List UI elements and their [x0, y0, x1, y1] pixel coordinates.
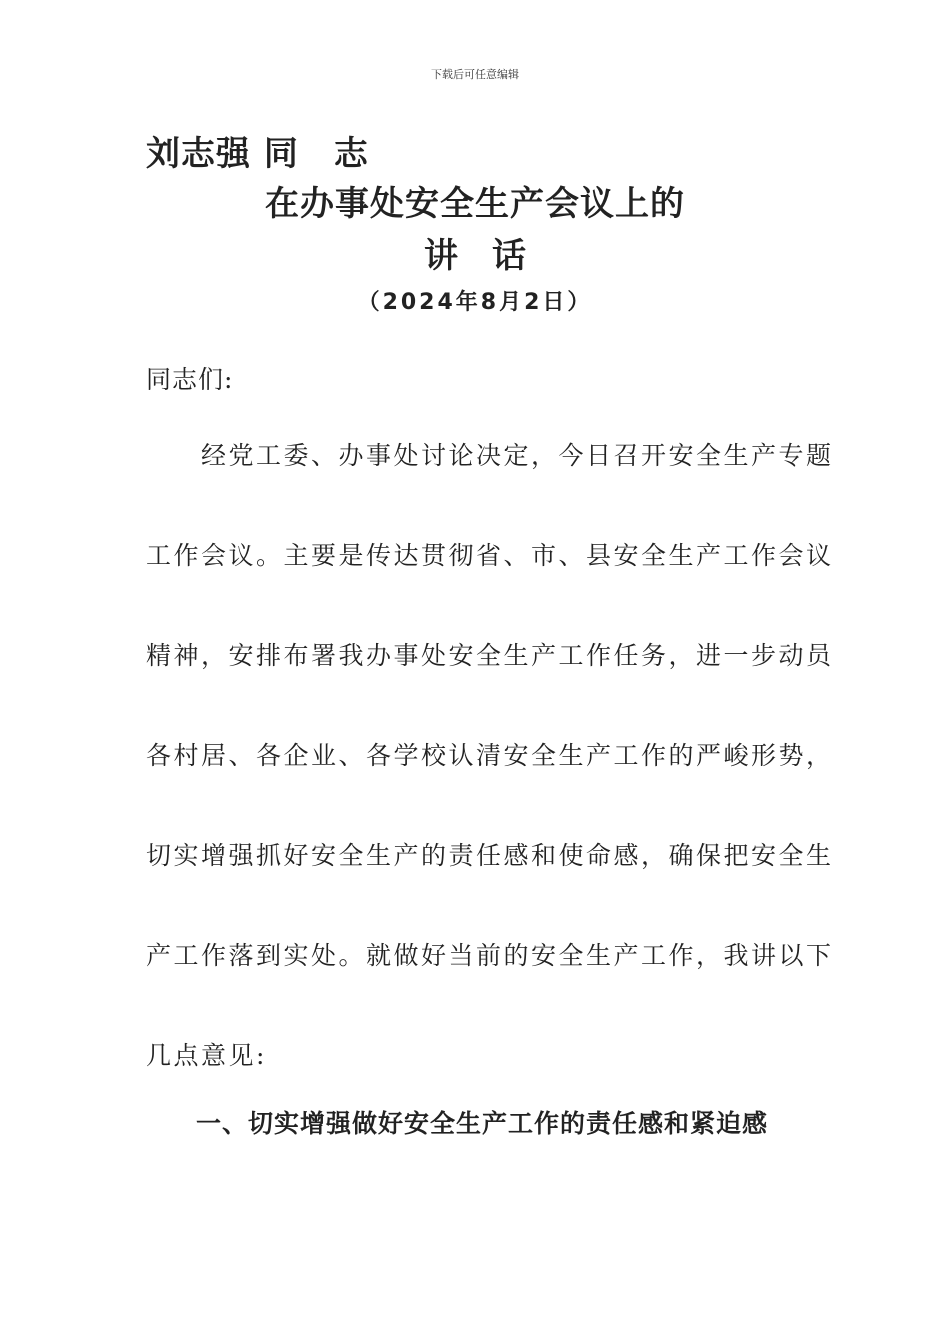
- header-note: 下载后可任意编辑: [431, 68, 519, 81]
- body-line: 各村居、各企业、各学校认清安全生产工作的严峻形势，: [146, 741, 834, 770]
- section-heading: 一、切实增强做好安全生产工作的责任感和紧迫感: [196, 1109, 769, 1138]
- title-subject: 在办事处安全生产会议上的: [265, 184, 685, 224]
- salutation: 同志们:: [146, 365, 234, 394]
- title-speaker: 刘志强 同 志: [146, 134, 369, 174]
- body-line: 切实增强抓好安全生产的责任感和使命感，确保把安全生: [146, 841, 834, 870]
- body-line: 工作会议。主要是传达贯彻省、市、县安全生产工作会议: [146, 541, 834, 570]
- body-line: 经党工委、办事处讨论决定，今日召开安全生产专题: [146, 441, 834, 470]
- body-line: 产工作落到实处。就做好当前的安全生产工作，我讲以下: [146, 941, 834, 970]
- title-kind: 讲 话: [424, 236, 526, 276]
- speech-date: （2024年8月2日）: [357, 290, 593, 315]
- body-line: 精神，安排布署我办事处安全生产工作任务，进一步动员: [146, 641, 834, 670]
- body-line: 几点意见:: [146, 1041, 267, 1070]
